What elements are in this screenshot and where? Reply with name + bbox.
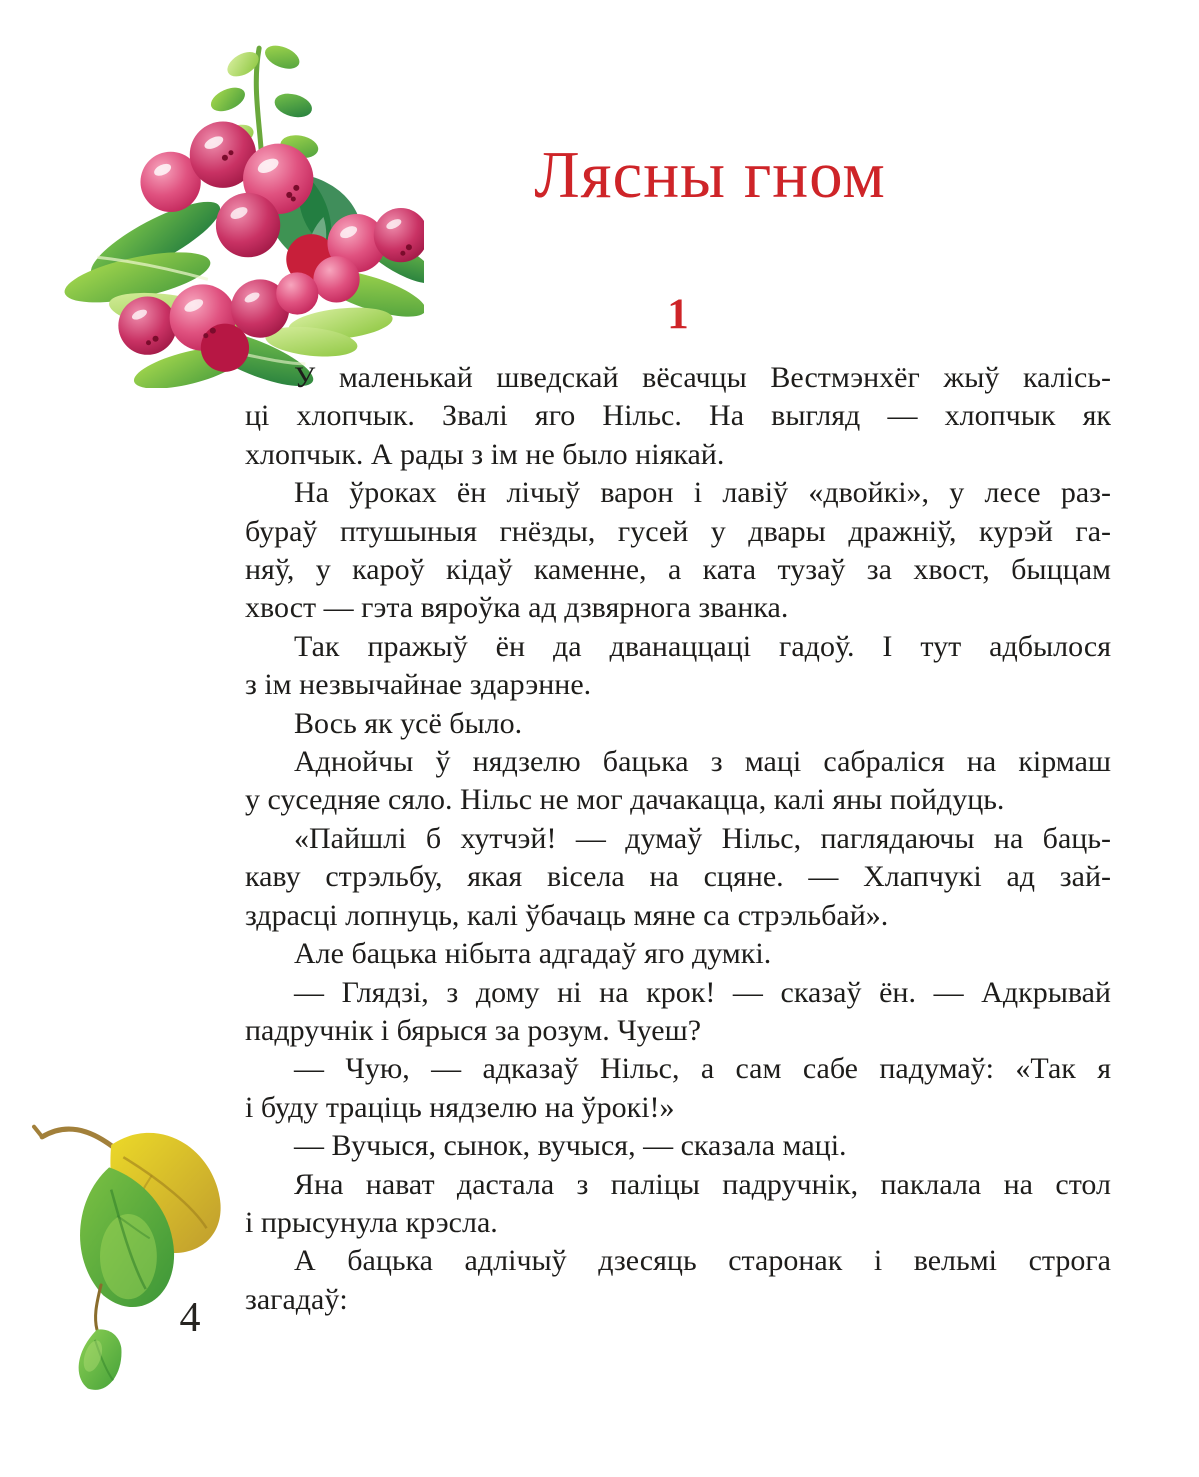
text-line: здрасці лопнуць, калі ўбачаць мяне са стрэльбай». [245,898,889,932]
paragraph [245,935,1111,973]
paragraph [245,1050,1111,1127]
text-line: бураў птушыныя гнёзды, гусей у двары дражніў, курэй га- [245,514,1111,548]
paragraph [245,1242,1111,1319]
text-line: хвост — гэта вяроўка ад дзвярнога званка. [245,591,789,625]
text-line: і прысунула крэсла. [245,1205,498,1239]
text-line: Але бацька нібыта адгадаў яго думкі. [294,937,772,971]
paragraph [245,705,1111,743]
text-line: — Чую, — адказаў Нільс, а сам сабе падумаў: «Так я [294,1052,1111,1086]
page-title: Лясны гном [534,138,886,212]
text-line: Так пражыў ён да дванаццаці гадоў. І тут адбылося [294,629,1111,663]
text-line: падручнік і бярыся за розум. Чуеш? [245,1013,702,1047]
paragraph [245,359,1111,474]
autumn-leaf-illustration [30,1104,238,1394]
paragraph [245,628,1111,705]
paragraph [245,974,1111,1051]
paragraph [245,1127,1111,1165]
text-line: з ім незвычайнае здарэнне. [245,668,592,702]
paragraph [245,1166,1111,1243]
text-line: На ўроках ён лічыў варон і лавіў «двойкі», у лесе раз- [294,476,1111,510]
chapter-number: 1 [667,291,689,338]
text-line: і буду траціць нядзелю на ўрокі!» [245,1090,675,1124]
text-line: А бацька адлічыў дзесяць старонак і вельмі строга [294,1244,1111,1278]
text-line: няў, у кароў кідаў каменне, а ката тузаў за хвост, быццам [245,553,1111,587]
text-line: «Пайшлі б хутчэй! — думаў Нільс, паглядаючы на баць- [294,821,1111,855]
text-line: У маленькай шведскай вёсачцы Вестмэнхёг жыў калісь- [294,361,1111,394]
text-line: — Вучыся, сынок, вучыся, — сказала маці. [294,1129,847,1163]
text-line: Яна нават дастала з паліцы падручнік, паклала на стол [294,1167,1111,1201]
story-text [245,359,1111,1319]
text-line: Вось як усё было. [294,706,523,740]
paragraph [245,474,1111,628]
text-line: у суседняе сяло. Нільс не мог дачакацца, калі яны пойдуць. [245,783,1005,817]
text-line: загадаў: [245,1282,348,1316]
text-line: — Глядзі, з дому ні на крок! — сказаў ён. — Адкрывай [294,975,1111,1009]
text-line: каву стрэльбу, якая вісела на сцяне. — Хлапчукі ад зай- [245,860,1111,894]
paragraph [245,820,1111,935]
paragraph [245,743,1111,820]
text-line: хлопчык. А рады з ім не было ніякай. [245,437,725,471]
page-number: 4 [179,1295,201,1341]
text-line: ці хлопчык. Звалі яго Нільс. На выгляд — хлопчык як [245,399,1111,433]
text-line: Аднойчы ў нядзелю бацька з маці сабраліся на кірмаш [294,745,1111,779]
